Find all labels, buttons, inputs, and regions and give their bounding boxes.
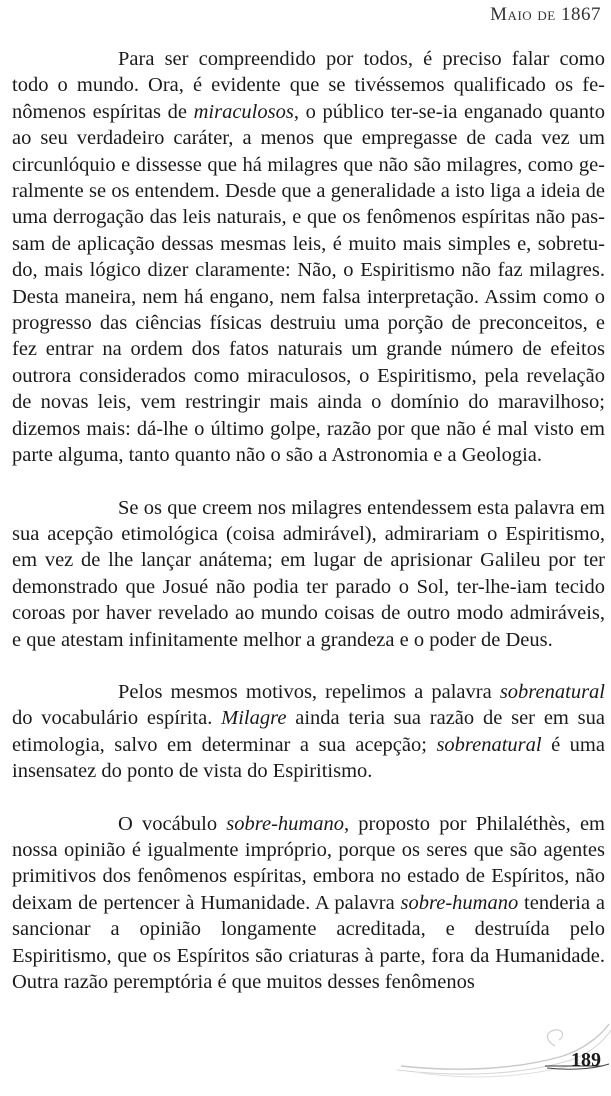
text-segment: é uma insensatez do ponto de vista do Espiritismo. <box>12 733 605 783</box>
italic-term: Milagre <box>221 707 287 730</box>
italic-term: miraculosos <box>193 100 294 123</box>
text-segment: tenderia a sancionar a opinião longamente acreditada, e destruída pelo Espiritismo, que os Espíritos são criaturas à parte, fora da Humanidade. Outra razão peremptória é que muitos desses fenômenos <box>12 891 605 993</box>
italic-term: sobre-humano <box>400 891 519 914</box>
paragraph-4 <box>12 811 605 996</box>
italic-term: sobre-humano <box>226 812 344 835</box>
text-segment: ainda teria sua razão de ser em sua etimologia, salvo em determinar a sua acepção; <box>12 707 605 756</box>
italic-term: sobrenatural <box>436 733 542 756</box>
text-segment: O vocábulo <box>118 812 227 835</box>
running-head: Maio de 1867 <box>490 4 601 25</box>
body-text <box>12 46 605 995</box>
text-segment: , o público ter-se-ia enganado quanto ao seu verdadeiro caráter, a menos que empregasse de cada vez um circunlóquio e dissesse que há milagres que não são milagres, como geralmente se os entendem. Desde que a generalidade a isto liga a ideia de uma derrogação das leis naturais, e que os fenômenos espíritas não passam de aplicação dessas mesmas leis, é muito mais simples e, sobretudo, mais lógico dizer claramente: Não, o Espiritismo não faz milagres. Desta maneira, nem há engano, nem falsa interpretação. Assim como o progresso das ciências físicas destruiu uma porção de preconceitos, e fez entrar na ordem dos fatos naturais um grande número de efeitos outrora considerados como miraculosos, o Espiritismo, pela revelação de novas leis, vem restringir mais ainda o domínio do maravilhoso; dizemos mais: dá-lhe o último golpe, razão por que não é mal visto em parte alguma, tanto quanto não o são a Astronomia e a Geologia. <box>12 100 605 467</box>
text-segment: Para ser compreendido por todos, é preciso falar como todo o mundo. Ora, é evidente que se tivéssemos qualificado os fenômenos espíritas de <box>12 48 605 123</box>
text-segment: do vocabulário espírita. <box>12 707 222 730</box>
text-segment: Pelos mesmos motivos, repelimos a palavra <box>118 680 500 703</box>
italic-term: sobrenatural <box>499 680 605 703</box>
paragraph-2 <box>12 495 605 653</box>
paragraph-3 <box>12 679 605 785</box>
text-segment: Se os que creem nos milagres entendessem esta palavra em sua acepção etimológica (coisa admirável), admirariam o Espiritismo, em vez de lhe lançar anátema; em lugar de aprisionar Galileu por ter demonstrado que Josué não podia ter parado o Sol, ter-lhe-iam tecido coroas por haver revelado ao mundo coisas de outro modo admiráveis, e que atestam infinitamente melhor a grandeza e o poder de Deus. <box>12 496 605 651</box>
text-segment: , proposto por Philaléthès, em nossa opinião é igualmente impróprio, porque os seres que são agentes primitivos dos fenômenos espíritas, embora no estado de Espíritos, não deixam de pertencer à Humanidade. A palavra <box>12 812 605 914</box>
paragraph-1 <box>12 46 605 469</box>
page-number: 189 <box>571 1049 601 1071</box>
